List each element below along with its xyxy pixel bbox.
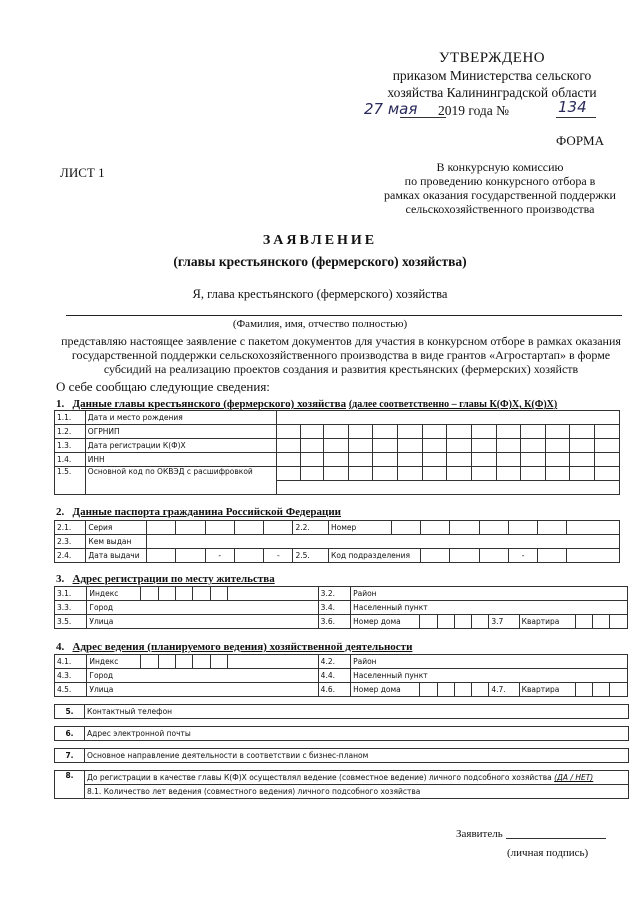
- separator: -: [205, 549, 234, 563]
- row-label: Дата регистрации К(Ф)Х: [85, 439, 276, 453]
- house-cell[interactable]: [454, 615, 471, 629]
- row-label: Дата выдачи: [86, 549, 147, 563]
- row-label: ИНН: [85, 453, 276, 467]
- postcode-cell[interactable]: [193, 655, 210, 669]
- apartment-cell[interactable]: [593, 683, 610, 697]
- row-label: Дата и место рождения: [85, 411, 276, 425]
- okved-cell[interactable]: [496, 467, 521, 481]
- number-cell[interactable]: [508, 521, 537, 535]
- table-row: [55, 535, 620, 549]
- table-row: [55, 785, 629, 799]
- row-number: 1.1.: [55, 411, 86, 425]
- row-number: 1.2.: [55, 425, 86, 439]
- okved-cell[interactable]: [301, 467, 324, 481]
- table-row: [55, 669, 628, 683]
- section-number: 4.: [56, 641, 65, 653]
- locality-field[interactable]: Населенный пункт: [351, 669, 628, 683]
- ogrnip-cell[interactable]: [570, 425, 595, 439]
- main-activity-field[interactable]: Основное направление деятельности в соответствии с бизнес-планом: [85, 749, 629, 763]
- inn-cell[interactable]: [545, 453, 570, 467]
- okved-cell[interactable]: [348, 467, 373, 481]
- row-label: ОГРНИП: [85, 425, 276, 439]
- inn-cell[interactable]: [397, 453, 422, 467]
- signature-field[interactable]: [506, 838, 606, 839]
- okved-cell[interactable]: [570, 467, 595, 481]
- row-number: 1.4.: [55, 453, 86, 467]
- apartment-cell[interactable]: [610, 615, 628, 629]
- okved-cell[interactable]: [422, 467, 447, 481]
- row-number: 4.7.: [489, 683, 519, 697]
- date-cell[interactable]: [324, 439, 349, 453]
- date-cell[interactable]: [545, 439, 570, 453]
- postcode-cell[interactable]: [158, 655, 175, 669]
- street-field[interactable]: Улица: [87, 683, 318, 697]
- inn-cell[interactable]: [447, 453, 472, 467]
- okved-cell[interactable]: [545, 467, 570, 481]
- row-number: 3.7: [489, 615, 519, 629]
- approval-title: УТВЕРЖДЕНО: [438, 50, 546, 66]
- row-number: 2.1.: [55, 521, 86, 535]
- okved-description-field[interactable]: [276, 481, 619, 495]
- handwritten-number: 134: [558, 98, 587, 116]
- spacer-cell: [264, 521, 293, 535]
- table-row: [55, 521, 620, 535]
- okved-cell[interactable]: [324, 467, 349, 481]
- row-number: 3.4.: [318, 601, 350, 615]
- district-field[interactable]: Район: [351, 655, 628, 669]
- private-farm-field[interactable]: [85, 771, 629, 785]
- number-cell[interactable]: [567, 521, 620, 535]
- city-field[interactable]: Город: [87, 669, 318, 683]
- signature-caption: (личная подпись): [507, 847, 589, 859]
- private-farm-years-field[interactable]: 8.1. Количество лет ведения (совместного ведения) личного подсобного хозяйства: [85, 785, 629, 799]
- postcode-cell[interactable]: [193, 587, 210, 601]
- row-number: 3.1.: [55, 587, 87, 601]
- date-cell[interactable]: [447, 439, 472, 453]
- row-number: 3.2.: [318, 587, 350, 601]
- birth-date-place-field[interactable]: [276, 411, 619, 425]
- row-label: Серия: [86, 521, 147, 535]
- city-field[interactable]: Город: [87, 601, 318, 615]
- inn-cell[interactable]: [595, 453, 620, 467]
- inn-cell[interactable]: [348, 453, 373, 467]
- okved-cell[interactable]: [471, 467, 496, 481]
- series-cell[interactable]: [147, 521, 176, 535]
- addressee-line: по проведению конкурсного отбора в: [404, 174, 596, 188]
- issue-date-cell[interactable]: [147, 549, 176, 563]
- inn-cell[interactable]: [276, 453, 301, 467]
- addressee-block: [380, 160, 620, 216]
- date-cell[interactable]: [471, 439, 496, 453]
- row-number: 1.5.: [55, 467, 86, 495]
- ogrnip-cell[interactable]: [496, 425, 521, 439]
- row-number: 6.: [55, 727, 85, 741]
- row-label: Номер дома: [351, 615, 420, 629]
- table-row: [55, 683, 628, 697]
- postcode-cell[interactable]: [176, 655, 193, 669]
- postcode-cell[interactable]: [210, 587, 227, 601]
- row-number: 4.6.: [318, 683, 350, 697]
- house-cell[interactable]: [437, 615, 454, 629]
- ogrnip-cell[interactable]: [301, 425, 324, 439]
- section-8-table: [54, 770, 629, 799]
- series-cell[interactable]: [234, 521, 263, 535]
- row-label: Основной код по ОКВЭД с расшифровкой: [85, 467, 276, 495]
- ogrnip-cell[interactable]: [373, 425, 398, 439]
- date-cell[interactable]: [348, 439, 373, 453]
- about-heading: О себе сообщаю следующие сведения:: [56, 379, 270, 394]
- table-row: [55, 655, 628, 669]
- approval-block: [364, 50, 612, 121]
- section-2-table: [54, 520, 620, 563]
- street-field[interactable]: Улица: [87, 615, 318, 629]
- addressee-line: сельскохозяйственного производства: [405, 202, 595, 216]
- ogrnip-cell[interactable]: [447, 425, 472, 439]
- table-row: [55, 549, 620, 563]
- row-number: 5.: [55, 705, 85, 719]
- section-1-heading: [56, 398, 557, 410]
- ogrnip-cell[interactable]: [324, 425, 349, 439]
- row-number: 2.4.: [55, 549, 86, 563]
- section-6-table: [54, 726, 629, 741]
- separator: -: [264, 549, 293, 563]
- row-number: 4.2.: [318, 655, 350, 669]
- section-note: (далее соответственно – главы К(Ф)Х, К(Ф)Х): [348, 399, 558, 410]
- postcode-cell[interactable]: [227, 587, 318, 601]
- row-number: 4.4.: [318, 669, 350, 683]
- section-1-table: [54, 410, 620, 495]
- division-code-cell[interactable]: [479, 549, 508, 563]
- row-label: Квартира: [519, 615, 575, 629]
- addressee-line: рамках оказания государственной поддержки: [384, 188, 616, 202]
- row-label: До регистрации в качестве главы К(Ф)Х осуществлял ведение (совместное ведение) личного подсобного хозяйства: [87, 773, 552, 782]
- row-label: Номер дома: [351, 683, 420, 697]
- section-title: Данные главы крестьянского (фермерского) хозяйства: [72, 398, 347, 410]
- row-number: 1.3.: [55, 439, 86, 453]
- apartment-cell[interactable]: [610, 683, 628, 697]
- section-7-table: [54, 748, 629, 763]
- locality-field[interactable]: Населенный пункт: [351, 601, 628, 615]
- sheet-label: ЛИСТ 1: [60, 165, 105, 180]
- section-number: 1.: [56, 398, 65, 410]
- apartment-cell[interactable]: [575, 683, 592, 697]
- section-title: Адрес регистрации по месту жительства: [72, 573, 275, 585]
- date-cell[interactable]: [496, 439, 521, 453]
- postcode-cell[interactable]: [210, 655, 227, 669]
- section-2-heading: [56, 506, 341, 518]
- apartment-cell[interactable]: [575, 615, 592, 629]
- series-cell[interactable]: [205, 521, 234, 535]
- house-cell[interactable]: [437, 683, 454, 697]
- section-number: 2.: [56, 506, 65, 518]
- table-row: [55, 467, 620, 481]
- table-row: [55, 411, 620, 425]
- number-cell[interactable]: [538, 521, 567, 535]
- full-name-field[interactable]: [66, 315, 622, 316]
- inn-cell[interactable]: [471, 453, 496, 467]
- section-title: Адрес ведения (планируемого ведения) хозяйственной деятельности: [72, 641, 413, 653]
- row-number: 4.5.: [55, 683, 87, 697]
- row-label: Квартира: [519, 683, 575, 697]
- okved-cell[interactable]: [447, 467, 472, 481]
- section-5-table: [54, 704, 629, 719]
- okved-cell[interactable]: [276, 467, 301, 481]
- row-number: 3.5.: [55, 615, 87, 629]
- number-cell[interactable]: [391, 521, 420, 535]
- section-title: Данные паспорта гражданина Российской Федерации: [72, 506, 342, 518]
- row-label: Номер: [329, 521, 392, 535]
- apartment-cell[interactable]: [593, 615, 610, 629]
- row-number: 2.3.: [55, 535, 86, 549]
- row-number: 4.1.: [55, 655, 87, 669]
- table-row: [55, 615, 628, 629]
- document-title: ЗАЯВЛЕНИЕ: [262, 233, 378, 248]
- inn-cell[interactable]: [373, 453, 398, 467]
- form-label: ФОРМА: [556, 133, 604, 148]
- date-cell[interactable]: [373, 439, 398, 453]
- postcode-cell[interactable]: [141, 655, 158, 669]
- table-row: [55, 587, 628, 601]
- okved-cell[interactable]: [373, 467, 398, 481]
- house-cell[interactable]: [420, 683, 437, 697]
- number-cell[interactable]: [479, 521, 508, 535]
- row-number: 2.5.: [293, 549, 329, 563]
- okved-cell[interactable]: [397, 467, 422, 481]
- ogrnip-cell[interactable]: [595, 425, 620, 439]
- ogrnip-cell[interactable]: [348, 425, 373, 439]
- row-label: Код подразделения: [329, 549, 421, 563]
- date-cell[interactable]: [397, 439, 422, 453]
- date-cell[interactable]: [595, 439, 620, 453]
- statement-text: представляю настоящее заявление с пакетом документов для участия в конкурсном отборе в рамках оказания государственной поддержки сельскохозяйственного производства в виде грантов «Агростартап» в форме субсидий на реализацию проектов создания и развития крестьянских (фермерских) хозяйств: [61, 334, 621, 376]
- date-cell[interactable]: [301, 439, 324, 453]
- approval-line: хозяйства Калининградской области: [387, 85, 597, 100]
- okved-cell[interactable]: [521, 467, 546, 481]
- table-row: [55, 749, 629, 763]
- phone-field[interactable]: Контактный телефон: [85, 705, 629, 719]
- inn-cell[interactable]: [301, 453, 324, 467]
- postcode-cell[interactable]: [158, 587, 175, 601]
- section-3-table: [54, 586, 628, 629]
- full-name-caption: (Фамилия, имя, отчество полностью): [232, 318, 408, 330]
- section-number: 3.: [56, 573, 65, 585]
- row-label: Кем выдан: [86, 535, 147, 549]
- inn-cell[interactable]: [496, 453, 521, 467]
- approval-date-line: [364, 98, 612, 121]
- date-cell[interactable]: [570, 439, 595, 453]
- inn-cell[interactable]: [422, 453, 447, 467]
- row-number: 7.: [55, 749, 85, 763]
- ogrnip-cell[interactable]: [471, 425, 496, 439]
- yes-no-options: (ДА / НЕТ): [554, 773, 594, 782]
- postcode-cell[interactable]: [141, 587, 158, 601]
- ogrnip-cell[interactable]: [521, 425, 546, 439]
- issue-date-cell[interactable]: [234, 549, 263, 563]
- house-cell[interactable]: [472, 683, 489, 697]
- table-row: [55, 601, 628, 615]
- row-number: 4.3.: [55, 669, 87, 683]
- okved-cell[interactable]: [595, 467, 620, 481]
- table-row: [55, 771, 629, 785]
- table-row: [55, 439, 620, 453]
- addressee-line: В конкурсную комиссию: [436, 160, 564, 174]
- inn-cell[interactable]: [324, 453, 349, 467]
- house-cell[interactable]: [472, 615, 489, 629]
- ogrnip-cell[interactable]: [422, 425, 447, 439]
- division-code-cell[interactable]: [450, 549, 479, 563]
- ogrnip-cell[interactable]: [397, 425, 422, 439]
- row-label: Индекс: [87, 655, 141, 669]
- postcode-cell[interactable]: [176, 587, 193, 601]
- applicant-label: Заявитель: [456, 828, 503, 840]
- table-row: [55, 425, 620, 439]
- section-4-table: [54, 654, 628, 697]
- intro-text: Я, глава крестьянского (фермерского) хозяйства: [192, 287, 448, 301]
- table-row: [55, 705, 629, 719]
- division-code-cell[interactable]: [567, 549, 620, 563]
- approval-line: приказом Министерства сельского: [392, 68, 592, 83]
- row-label: Индекс: [87, 587, 141, 601]
- division-code-cell[interactable]: [538, 549, 567, 563]
- email-field[interactable]: Адрес электронной почты: [85, 727, 629, 741]
- date-cell[interactable]: [276, 439, 301, 453]
- table-row: [55, 727, 629, 741]
- row-number: 3.6.: [318, 615, 350, 629]
- row-number: 3.3.: [55, 601, 87, 615]
- issue-date-cell[interactable]: [176, 549, 205, 563]
- date-cell[interactable]: [521, 439, 546, 453]
- handwritten-date: 27 мая: [364, 100, 418, 118]
- house-cell[interactable]: [454, 683, 471, 697]
- issued-by-field[interactable]: [147, 535, 620, 549]
- separator: -: [508, 549, 537, 563]
- house-cell[interactable]: [420, 615, 437, 629]
- row-number: 8.: [55, 771, 85, 799]
- date-cell[interactable]: [422, 439, 447, 453]
- ogrnip-cell[interactable]: [276, 425, 301, 439]
- number-cell[interactable]: [421, 521, 450, 535]
- inn-cell[interactable]: [570, 453, 595, 467]
- ogrnip-cell[interactable]: [545, 425, 570, 439]
- section-3-heading: [56, 573, 275, 585]
- row-number: 2.2.: [293, 521, 329, 535]
- number-cell[interactable]: [450, 521, 479, 535]
- approval-year: 2019 года №: [438, 103, 510, 118]
- district-field[interactable]: Район: [351, 587, 628, 601]
- document-subtitle: (главы крестьянского (фермерского) хозяйства): [173, 254, 467, 269]
- postcode-cell[interactable]: [227, 655, 318, 669]
- division-code-cell[interactable]: [421, 549, 450, 563]
- table-row: [55, 453, 620, 467]
- section-4-heading: [56, 641, 412, 653]
- inn-cell[interactable]: [521, 453, 546, 467]
- series-cell[interactable]: [176, 521, 205, 535]
